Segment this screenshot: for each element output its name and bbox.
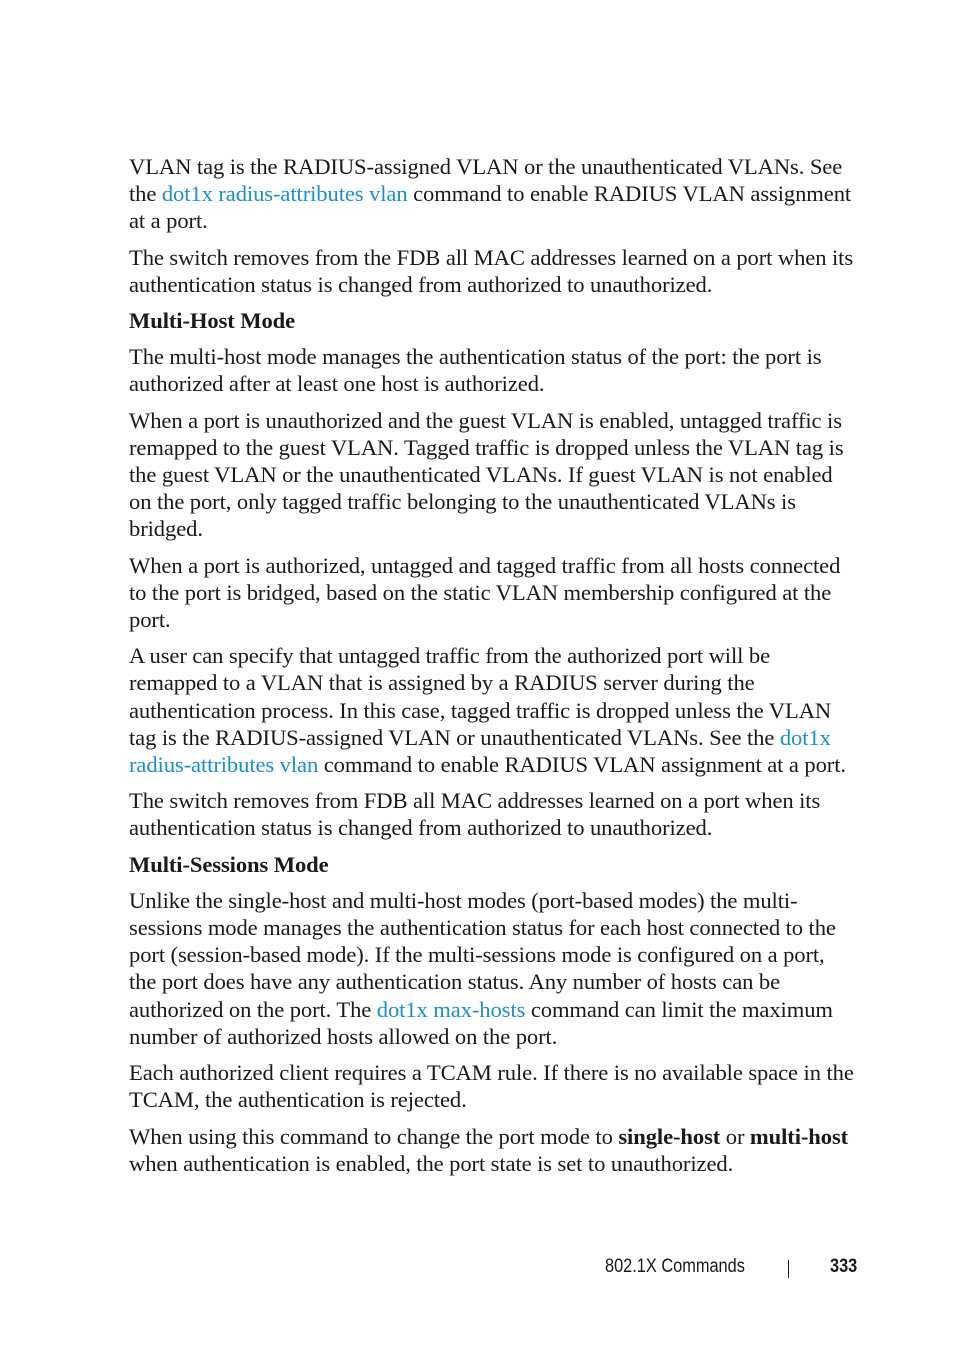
text: command to enable RADIUS VLAN assignment at a port. bbox=[129, 181, 852, 234]
section-heading: Multi-Host Mode bbox=[129, 308, 296, 334]
text: When using this command to change the port mode to bbox=[129, 1123, 619, 1149]
text: Unlike the single-host and multi-host modes (port-based modes) the multi-sessions mode manages the authentication status for each host connected to the port (session-based mode). If the multi-sessions mode is configured on a port, the port does have any authentication status. Any number of hosts can be authorized on the port. The bbox=[129, 887, 836, 1022]
keyword-multi-host: multi-host bbox=[749, 1123, 849, 1149]
text: command to enable RADIUS VLAN assignment at a port. bbox=[318, 752, 846, 778]
text: A user can specify that untagged traffic from the authorized port will be remapped to a VLAN that is assigned by a RADIUS server during the authentication process. In this case, tagged traffic is dropped unless the VLAN tag is the RADIUS-assigned VLAN or unauthenticated VLANs. See the bbox=[129, 643, 832, 750]
paragraph: When a port is authorized, untagged and tagged traffic from all hosts connected to the port is bridged, based on the static VLAN membership configured at the port. bbox=[129, 552, 841, 633]
page-number: 333 bbox=[830, 1256, 858, 1277]
text: or bbox=[720, 1123, 750, 1149]
keyword-single-host: single-host bbox=[618, 1123, 721, 1149]
link-dot1x-radius-attributes-vlan[interactable]: dot1x radius-attributes vlan bbox=[161, 181, 408, 207]
paragraph: The switch removes from the FDB all MAC addresses learned on a port when its authentication status is changed from authorized to unauthorized. bbox=[129, 244, 854, 297]
page-body bbox=[129, 153, 854, 1186]
paragraph: When a port is unauthorized and the guest VLAN is enabled, untagged traffic is remapped to the guest VLAN. Tagged traffic is dropped unless the VLAN tag is the guest VLAN or the unauthenticated VLANs. If guest VLAN is not enabled on the port, only tagged traffic belonging to the unauthenticated VLANs is bridged. bbox=[129, 407, 844, 542]
paragraph: The switch removes from FDB all MAC addresses learned on a port when its authentication status is changed from authorized to unauthorized. bbox=[129, 788, 821, 841]
paragraph: Each authorized client requires a TCAM rule. If there is no available space in the TCAM, the authentication is rejected. bbox=[129, 1060, 854, 1113]
text: command can limit the maximum number of authorized hosts allowed on the port. bbox=[129, 996, 833, 1049]
page-footer bbox=[0, 1256, 954, 1284]
paragraph bbox=[129, 1123, 854, 1177]
footer-section-title: 802.1X Commands bbox=[605, 1256, 745, 1277]
footer-divider bbox=[788, 1260, 789, 1278]
link-dot1x-radius-attributes-vlan[interactable]: dot1x radius-attributes vlan bbox=[129, 724, 831, 778]
paragraph: The multi-host mode manages the authentication status of the port: the port is authorized after at least one host is authorized. bbox=[129, 344, 822, 397]
paragraph bbox=[129, 642, 854, 778]
text: VLAN tag is the RADIUS-assigned VLAN or the unauthenticated VLANs. See the bbox=[129, 154, 843, 207]
section-heading: Multi-Sessions Mode bbox=[129, 851, 329, 877]
text: when authentication is enabled, the port state is set to unauthorized. bbox=[129, 1150, 734, 1176]
paragraph bbox=[129, 153, 854, 235]
paragraph bbox=[129, 887, 854, 1050]
link-dot1x-max-hosts[interactable]: dot1x max-hosts bbox=[376, 996, 526, 1022]
